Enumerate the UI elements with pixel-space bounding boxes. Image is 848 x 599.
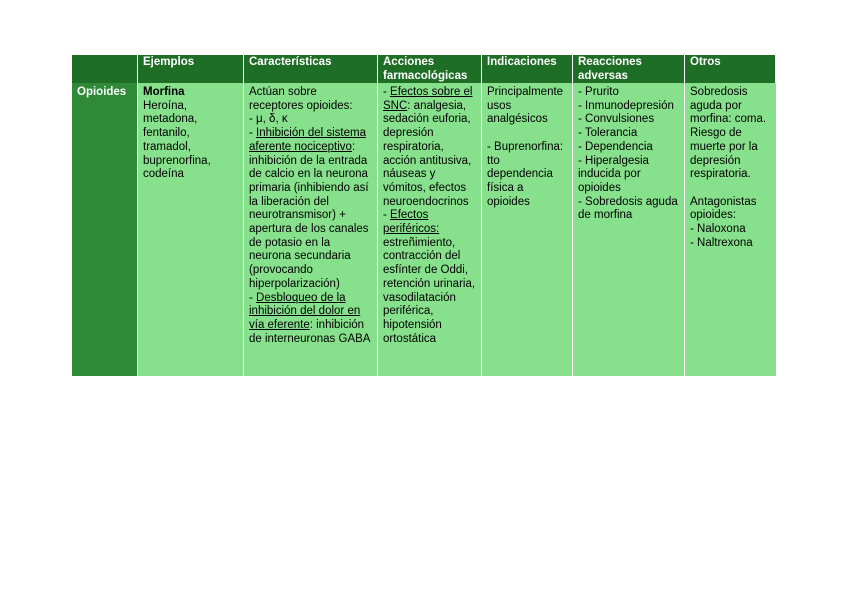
header-acciones: Acciones farmacológicas	[378, 55, 482, 83]
caract-p1: Actúan sobre receptores opioides:	[249, 86, 353, 112]
caract-p4-prefix: -	[249, 291, 257, 304]
pharmacology-table	[72, 55, 776, 376]
otros-p2: Antagonistas opioides:	[690, 195, 757, 222]
indicaciones-p1: Principalmente usos analgésicos	[487, 86, 564, 126]
caract-p4	[249, 292, 372, 347]
header-empty	[72, 55, 138, 83]
cell-acciones	[378, 83, 482, 376]
caract-p4-underlined: Desbloqueo de la inhibición del dolor en vía eferente	[249, 291, 361, 331]
acciones-p2-rest: estreñimiento, contracción del esfínter de Oddi, retención urinaria, vasodilatación periférica, hipotensión ortostática	[383, 236, 476, 345]
caract-p3-rest: : inhibición de la entrada de calcio en la neurona primaria (inhibiendo así la liberación del neurotransmisor) + apertura de los canales de potasio en la neurona secundaria (provocando hiperpolarización)	[249, 140, 369, 290]
reaccion-item: - Sobredosis aguda de morfina	[578, 195, 678, 222]
caract-p2: - μ, δ, κ	[249, 113, 288, 126]
acciones-p2-prefix: -	[383, 209, 391, 222]
cell-ejemplos	[138, 83, 244, 376]
row-label-opioides: Opioides	[72, 83, 138, 376]
spacer	[487, 127, 567, 141]
cell-otros	[685, 83, 776, 376]
acciones-p1-rest: : analgesia, sedación euforia, depresión respiratoria, acción antitusiva, náuseas y vómitos, efectos neuroendocrinos	[383, 99, 472, 208]
acciones-p1-underlined: Efectos sobre el SNC	[383, 86, 473, 112]
acciones-p2	[383, 209, 476, 346]
cell-caracteristicas	[244, 83, 378, 376]
header-caracteristicas: Características	[244, 55, 378, 83]
header-reacciones: Reacciones adversas	[573, 55, 685, 83]
otros-item: - Naltrexona	[690, 236, 753, 249]
header-ejemplos: Ejemplos	[138, 55, 244, 83]
reaccion-item: - Hiperalgesia inducida por opioides	[578, 154, 649, 194]
indicaciones-p2: - Buprenorfina: tto dependencia física a opioides	[487, 140, 564, 208]
cell-indicaciones	[482, 83, 573, 376]
caract-p3-prefix: -	[249, 127, 257, 140]
reaccion-item: - Inmunodepresión	[578, 99, 674, 112]
caract-p3-underlined: Inhibición del sistema aferente nociceptivo	[249, 127, 366, 153]
acciones-p2-underlined: Efectos periféricos:	[383, 209, 440, 236]
reaccion-item: - Tolerancia	[578, 127, 638, 140]
reaccion-item: - Prurito	[578, 86, 619, 98]
reaccion-item: - Convulsiones	[578, 113, 655, 126]
ejemplo-principal: Morfina	[143, 86, 185, 98]
otros-item: - Naloxona	[690, 223, 746, 236]
cell-reacciones	[573, 83, 685, 376]
ejemplos-lista: Heroína, metadona, fentanilo, tramadol, buprenorfina, codeína	[143, 99, 211, 181]
spacer	[690, 182, 771, 196]
caract-p3	[249, 127, 372, 291]
header-otros: Otros	[685, 55, 776, 83]
header-indicaciones: Indicaciones	[482, 55, 573, 83]
acciones-p1-prefix: -	[383, 86, 391, 98]
caract-p4-rest: : inhibición de interneuronas GABA	[249, 318, 371, 345]
reaccion-item: - Dependencia	[578, 140, 653, 153]
otros-p1: Sobredosis aguda por morfina: coma. Riesgo de muerte por la depresión respiratoria.	[690, 86, 767, 181]
acciones-p1	[383, 86, 476, 209]
